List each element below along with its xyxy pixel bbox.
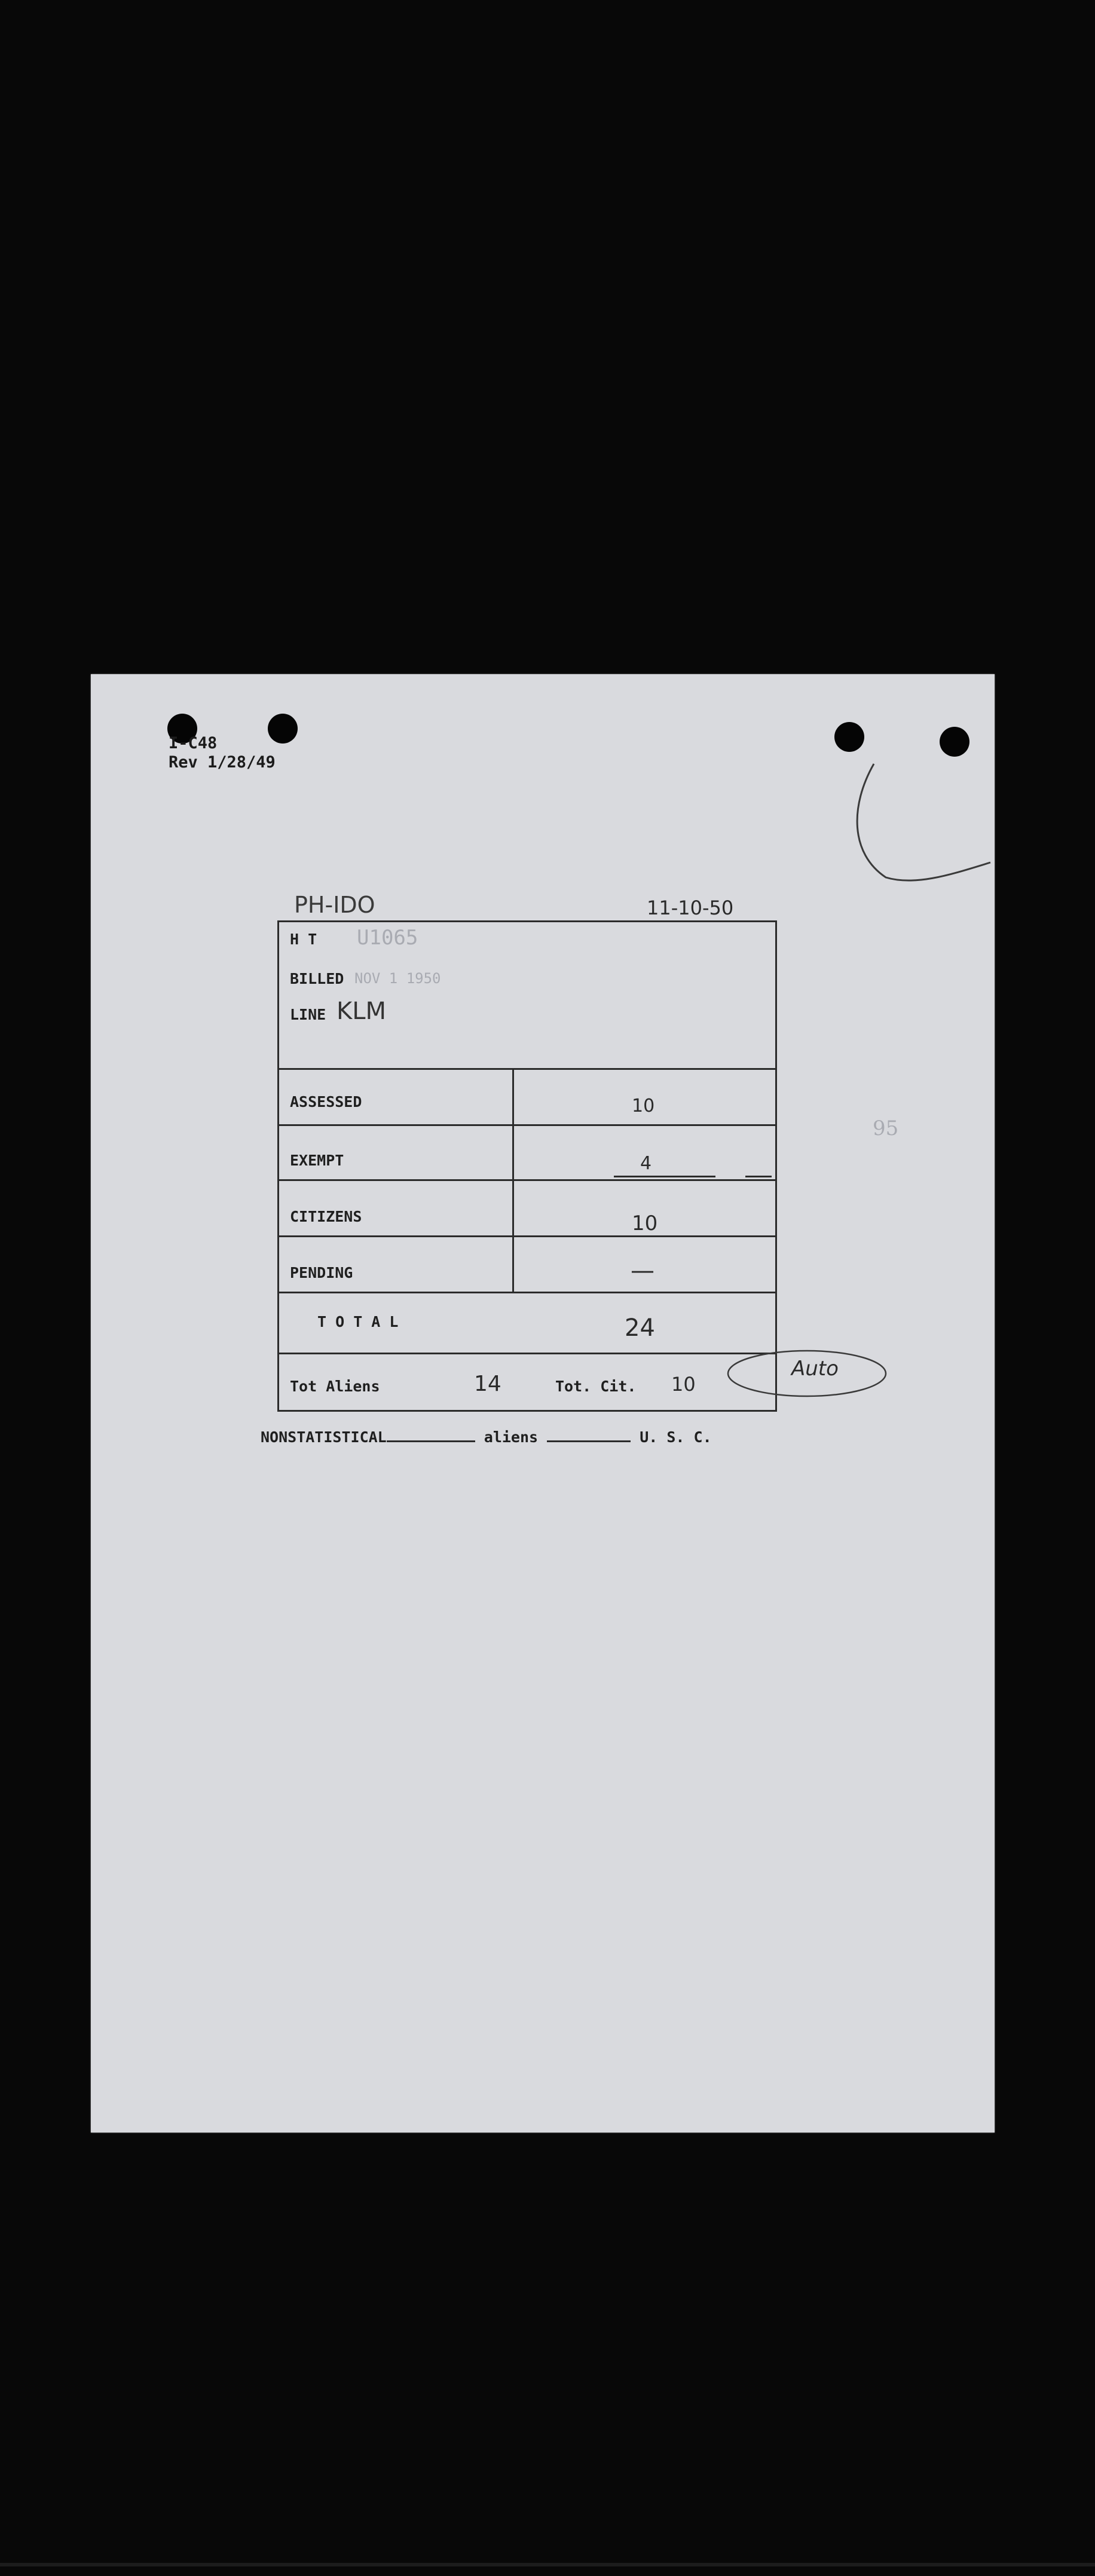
exempt-underline (614, 1176, 715, 1177)
ht-label: H T (290, 931, 317, 948)
row-divider (279, 1353, 775, 1354)
line-value: KLM (337, 998, 387, 1025)
aliens-blank (547, 1427, 631, 1442)
form-header (169, 734, 324, 772)
pending-label: PENDING (290, 1264, 353, 1281)
row-divider (279, 1124, 775, 1126)
form-code: I-C48 (169, 734, 218, 752)
exempt-label: EXEMPT (290, 1152, 344, 1169)
punch-hole-right-1 (834, 722, 864, 752)
row-divider (279, 1292, 775, 1293)
form-sheet (91, 674, 995, 2133)
port-code: PH-IDO (294, 892, 375, 918)
nonstatistical-label: NONSTATISTICAL (261, 1428, 387, 1446)
usc-label: U. S. C. (640, 1428, 712, 1446)
form-revision: Rev 1/28/49 (169, 753, 276, 772)
count-table (277, 920, 777, 1412)
pending-value: — (631, 1257, 654, 1284)
tot-aliens-label: Tot Aliens (290, 1378, 380, 1395)
assessed-label: ASSESSED (290, 1093, 362, 1110)
row-divider (279, 1179, 775, 1181)
pencil-curve-mark (838, 758, 993, 889)
billed-value: NOV 1 1950 (354, 970, 441, 987)
exempt-value: 4 (640, 1153, 652, 1174)
total-value: 24 (625, 1314, 655, 1342)
line-label: LINE (290, 1006, 326, 1023)
side-number: 95 (873, 1116, 899, 1140)
tot-cit-value: 10 (671, 1373, 696, 1396)
row-divider (279, 1068, 775, 1070)
citizens-value: 10 (632, 1211, 658, 1235)
total-label: T O T A L (317, 1313, 399, 1330)
citizens-label: CITIZENS (290, 1208, 362, 1225)
scan-border-bottom (0, 2563, 1095, 2566)
exempt-dash (745, 1176, 772, 1177)
aliens-label: aliens (484, 1428, 539, 1446)
billed-label: BILLED (290, 970, 344, 987)
inspector-initials: Auto (791, 1357, 839, 1381)
row-divider (279, 1235, 775, 1237)
tot-aliens-value: 14 (474, 1372, 501, 1396)
punch-hole-right-2 (940, 727, 969, 757)
form-date: 11-10-50 (647, 897, 734, 919)
ht-value: U1065 (357, 926, 418, 950)
nonstatistical-line (261, 1427, 712, 1446)
assessed-value: 10 (632, 1096, 655, 1116)
nonstatistical-blank (387, 1427, 475, 1442)
tot-cit-label: Tot. Cit. (555, 1378, 637, 1395)
